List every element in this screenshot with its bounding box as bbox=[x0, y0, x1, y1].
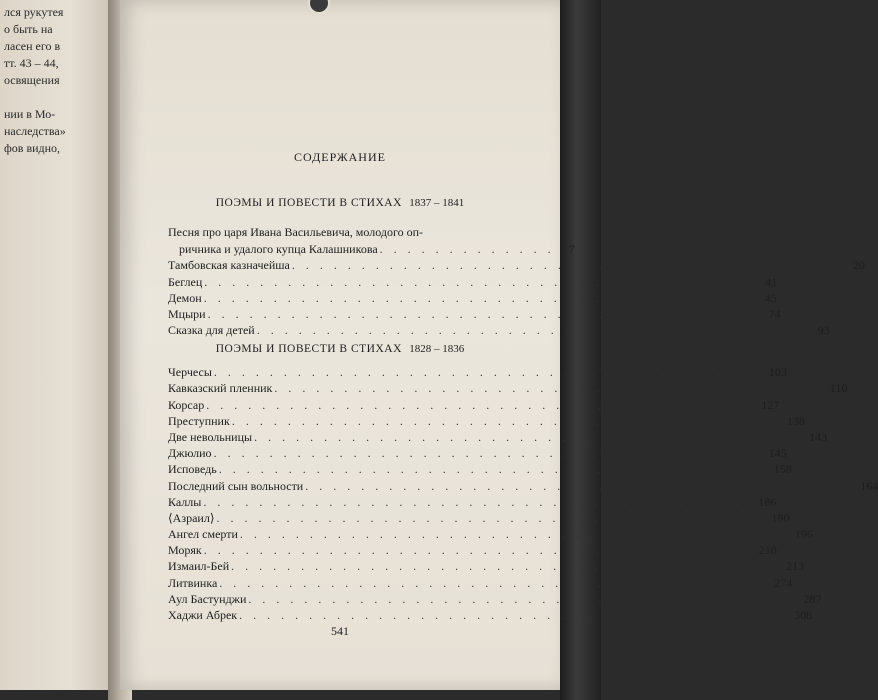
section-years: 1828 – 1836 bbox=[409, 343, 465, 355]
toc-entry-title: Черчесы bbox=[168, 365, 212, 380]
toc-entry[interactable] bbox=[168, 306, 781, 322]
toc-entry-page: 196 bbox=[794, 527, 813, 542]
toc-entry-page: 103 bbox=[768, 365, 787, 380]
toc-entry-page: 41 bbox=[765, 274, 778, 289]
toc-entry-page: 164 bbox=[860, 478, 878, 493]
toc-entry-title: Мцыри bbox=[168, 306, 206, 321]
toc-entry-page: 7 bbox=[568, 242, 575, 257]
left-line: о быть на bbox=[4, 22, 53, 36]
toc-entry-page: 145 bbox=[768, 446, 787, 461]
toc-entry-page: 127 bbox=[761, 397, 780, 412]
toc-entry-title: ричника и удалого купца Калашникова bbox=[179, 242, 378, 257]
toc-entry-title: Хаджи Абрек bbox=[168, 608, 238, 622]
toc-entry-page: 93 bbox=[817, 323, 830, 338]
toc-entry[interactable] bbox=[168, 429, 828, 445]
toc-entry-page: 213 bbox=[786, 559, 805, 574]
section-1-entries bbox=[168, 225, 865, 338]
toc-entry[interactable] bbox=[168, 494, 777, 510]
left-line: ласен его в bbox=[4, 39, 61, 53]
leader-dots: . . . . . . . . . . . . . . . . . . . . . . . . . . . . . . . . . . . . . . . . bbox=[256, 323, 810, 338]
toc-entry[interactable] bbox=[168, 607, 813, 623]
toc-entry-page: 138 bbox=[786, 413, 805, 428]
toc-entry[interactable] bbox=[168, 591, 822, 607]
section-years: 1837 – 1841 bbox=[409, 197, 465, 209]
toc-entry[interactable] bbox=[168, 322, 830, 338]
section-heading-text: ПОЭМЫ И ПОВЕСТИ В СТИХАХ bbox=[215, 343, 402, 355]
left-line: фов видно, bbox=[4, 141, 61, 155]
left-line: наследства» bbox=[4, 124, 66, 138]
toc-entry-title: Две невольницы bbox=[168, 429, 253, 444]
toc-entry-title: Тамбовская казначейша bbox=[168, 258, 290, 273]
leader-dots: . . . . . . . . . . . . . . . . . . . . . . . . . . . . . . . . . . . . . . . . bbox=[239, 527, 793, 542]
leader-dots: . . . . . . . . . . . . . . . . . . . . . . . . . . . . . . . . . . . . . . . . bbox=[219, 575, 773, 590]
toc-entry-page: 308 bbox=[794, 608, 813, 622]
toc-entry[interactable] bbox=[168, 558, 805, 574]
leader-dots: . . . . . . . . . . . . . bbox=[379, 242, 555, 257]
toc-entry-line: Песня про царя Ивана Васильевича, молодого оп- bbox=[168, 225, 424, 239]
toc-entry-page: 45 bbox=[764, 290, 777, 305]
toc-entry[interactable] bbox=[168, 574, 793, 590]
toc-entry-page: 190 bbox=[771, 510, 790, 525]
toc-entry[interactable] bbox=[168, 413, 805, 429]
section-heading-2 bbox=[120, 343, 560, 355]
toc-entry-page: 110 bbox=[829, 381, 848, 396]
toc-entry-page: 74 bbox=[768, 306, 781, 321]
toc-entry-page: 186 bbox=[758, 494, 777, 509]
page-number: 541 bbox=[331, 624, 349, 638]
toc-entry-title: Сказка для детей bbox=[168, 323, 255, 338]
toc-entry-title: Последний сын вольности bbox=[168, 478, 304, 493]
toc-entry-page: 158 bbox=[773, 462, 792, 477]
leader-dots: . . . . . . . . . . . . . . . . . . . . . . . . . . . . . . . . . . . . . . . . bbox=[291, 258, 845, 273]
leader-dots: . . . . . . . . . . . . . . . . . . . . . . . . . . . . . . . . . . . . . . . . bbox=[203, 290, 757, 305]
toc-entry-title: Моряк bbox=[168, 543, 202, 558]
leader-dots: . . . . . . . . . . . . . . . . . . . . . . . . . . . . . . . . . . . . . . . . bbox=[231, 559, 785, 574]
left-page-text bbox=[4, 4, 66, 157]
section-2-entries bbox=[168, 364, 878, 623]
toc-title: СОДЕРЖАНИЕ bbox=[294, 150, 386, 164]
leader-dots: . . . . . . . . . . . . . . . . . . . . . . . . . . . . . . . . . . . . . . . . bbox=[207, 306, 761, 321]
toc-entry[interactable] bbox=[168, 380, 848, 396]
left-page bbox=[0, 0, 120, 690]
toc-entry-title: Каллы bbox=[168, 494, 202, 509]
left-line: нии в Мо- bbox=[4, 107, 56, 121]
toc-entry-page: 287 bbox=[803, 591, 822, 606]
right-page bbox=[120, 0, 878, 690]
leader-dots: . . . . . . . . . . . . . . . . . . . . . . . . . . . . . . . . . . . . . . . . bbox=[274, 381, 828, 396]
toc-entry[interactable] bbox=[168, 461, 792, 477]
leader-dots: . . . . . . . . . . . . . . . . . . . . . . . . . . . . . . . . . . . . . . . . bbox=[254, 429, 808, 444]
toc-entry-page: 274 bbox=[774, 575, 793, 590]
leader-dots: . . . . . . . . . . . . . . . . . . . . . . . . . . . . . . . . . . . . . . . . bbox=[213, 446, 767, 461]
toc-entry-title: Ангел смерти bbox=[168, 527, 238, 542]
toc-entry[interactable] bbox=[168, 396, 780, 412]
toc-entry-title: Кавказский пленник bbox=[168, 381, 273, 396]
leader-dots: . . . . . . . . . . . . . . . . . . . . . . . . . . . . . . . . . . . . . . . . bbox=[206, 397, 760, 412]
toc-entry-title: Демон bbox=[168, 290, 202, 305]
toc-entry-title: Литвинка bbox=[168, 575, 218, 590]
toc-entry-page: 143 bbox=[809, 429, 828, 444]
toc-entry[interactable] bbox=[168, 257, 865, 273]
left-line: освящения bbox=[4, 73, 60, 87]
leader-dots: . . . . . . . . . . . . . . . . . . . . . . . . . . . . . . . . . . . . . . . . bbox=[213, 365, 767, 380]
left-line bbox=[4, 89, 66, 106]
leader-dots: . . . . . . . . . . . . . . . . . . . . . . . . . . . . . . . . . . . . . . . . bbox=[203, 543, 757, 558]
toc-entry-page: 20 bbox=[852, 258, 865, 273]
toc-entry-title: Исповедь bbox=[168, 462, 217, 477]
leader-dots: . . . . . . . . . . . . . . . . . . . . . . . . . . . . . . . . . . . . . . . . bbox=[231, 413, 785, 428]
toc-entry-title: Корсар bbox=[168, 397, 205, 412]
toc-entry-title: Аул Бастунджи bbox=[168, 591, 247, 606]
toc-entry-title: Беглец bbox=[168, 274, 203, 289]
toc-entry-page: 210 bbox=[758, 543, 777, 558]
toc-entry-title: Преступник bbox=[168, 413, 230, 428]
toc-entry[interactable] bbox=[168, 273, 778, 289]
toc-entry[interactable] bbox=[168, 241, 575, 257]
toc-entry[interactable] bbox=[168, 526, 813, 542]
left-line: лся рукутея bbox=[4, 5, 64, 19]
leader-dots: . . . . . . . . . . . . . . . . . . . . . . . . . . . . . . . . . . . . . . . . bbox=[305, 478, 859, 493]
left-line: тт. 43 – 44, bbox=[4, 56, 59, 70]
toc-entry[interactable] bbox=[168, 477, 878, 493]
section-heading-1 bbox=[120, 197, 560, 209]
leader-dots: . . . . . . . . . . . . . . . . . . . . . . . . . . . . . . . . . . . . . . . . bbox=[203, 494, 757, 509]
toc-entry-title: Измаил-Бей bbox=[168, 559, 230, 574]
leader-dots: . . . . . . . . . . . . . . . . . . . . . . . . . . . . . . . . . . . . . . . . bbox=[204, 274, 758, 289]
toc-entry[interactable] bbox=[168, 542, 777, 558]
toc-entry[interactable] bbox=[168, 364, 787, 380]
leader-dots: . . . . . . . . . . . . . . . . . . . . . . . . . . . . . . . . . . . . . . . . bbox=[218, 462, 772, 477]
toc-entry[interactable] bbox=[168, 290, 777, 306]
toc-entry-title: Джюлио bbox=[168, 446, 212, 461]
toc-entry[interactable] bbox=[168, 510, 790, 526]
section-heading-text: ПОЭМЫ И ПОВЕСТИ В СТИХАХ bbox=[215, 197, 402, 209]
toc-entry-title: ⟨Азраил⟩ bbox=[168, 510, 215, 525]
leader-dots: . . . . . . . . . . . . . . . . . . . . . . . . . . . . . . . . . . . . . . . . bbox=[216, 510, 770, 525]
leader-dots: . . . . . . . . . . . . . . . . . . . . . . . . . . . . . . . . . . . . . . . . bbox=[239, 608, 793, 622]
toc-entry[interactable] bbox=[168, 445, 787, 461]
leader-dots: . . . . . . . . . . . . . . . . . . . . . . . . . . . . . . . . . . . . . . . . bbox=[248, 591, 802, 606]
ornament-icon bbox=[308, 0, 330, 14]
